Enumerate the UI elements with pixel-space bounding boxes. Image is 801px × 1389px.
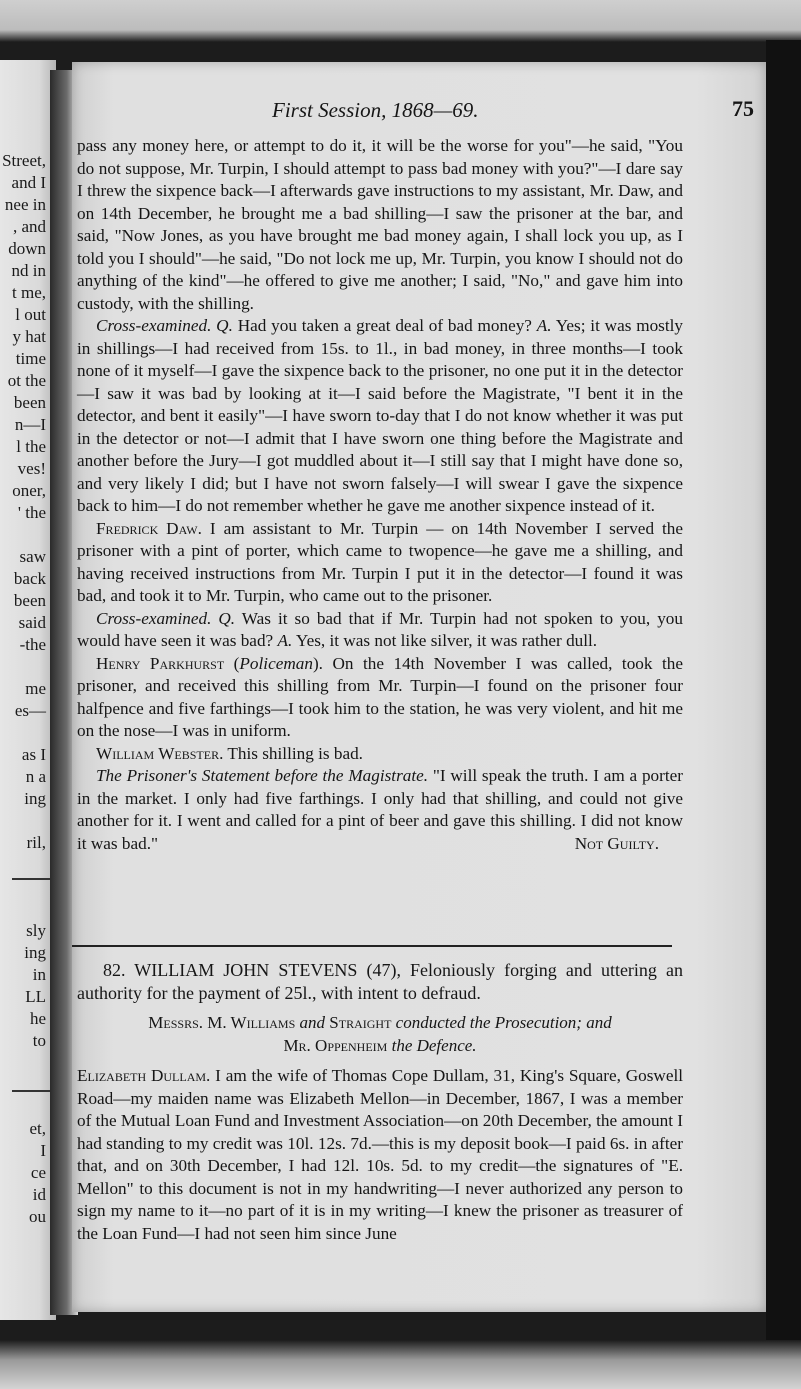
counsel-prosecution-1: Messrs. M. Williams (148, 1013, 296, 1032)
text-run: "I will speak the truth. I am a porter in the market. I only had five farthings. I only had that shilling, and could not give another for it. I went and called for a pint of beer and gave this shilling. I did not know it was bad." (77, 766, 683, 853)
running-head: First Session, 1868—69. (272, 98, 479, 122)
paragraph (77, 765, 683, 855)
facing-page-fragment: ot the (7, 371, 46, 390)
facing-page-fragment: been (13, 591, 46, 610)
italic-text: Cross-examined. Q. (96, 316, 233, 335)
facing-page-fragment: saw (19, 547, 46, 566)
facing-page-fragment: n a (25, 767, 46, 786)
text-run: ( (224, 653, 240, 673)
facing-page-fragment: y hat (12, 327, 46, 346)
italic-text: A. (536, 316, 552, 335)
case-82 (77, 959, 683, 1245)
text-run: ). On the 14th November I was called, took the prisoner, and received this shilling from Mr. Turpin—I found on the prisoner four halfpence and five farthings—I took him to the station, he was very violent, and hit me on the nose—I was in uniform. (77, 653, 683, 740)
facing-page-fragment: , and (12, 217, 46, 236)
facing-page-fragment: in (32, 965, 46, 984)
facing-page-fragment: ing (24, 943, 46, 962)
paragraph (77, 315, 683, 518)
text-run: Had you taken a great deal of bad money? (232, 316, 537, 335)
italic-text: The Prisoner's Statement before the Magistrate. (96, 766, 429, 785)
facing-page-fragment: LL (25, 987, 46, 1006)
facing-page-fragment: t me, (12, 283, 46, 302)
counsel-conj: and (295, 1013, 330, 1032)
facing-page-fragment: back (13, 569, 46, 588)
facing-page-fragment: id (32, 1185, 46, 1204)
facing-page-fragment: ril, (26, 833, 46, 852)
italic-text: Policeman (239, 653, 313, 673)
paragraph (77, 518, 683, 608)
case-title: 82. WILLIAM JOHN STEVENS (47), Feloniously forging and uttering an authority for the payment of 25l., with intent to defraud. (77, 960, 683, 1003)
case-divider (72, 945, 672, 947)
paragraph (77, 608, 683, 653)
facing-page-fragment: l out (15, 305, 46, 324)
facing-page-fragment: as I (21, 745, 46, 764)
facing-page-fragment: nee in (4, 195, 46, 214)
facing-page-fragment: et, (29, 1119, 46, 1138)
text-run: pass any money here, or attempt to do it, it will be the worse for you"—he said, "You do not suppose, Mr. Turpin, I should attempt to pass bad money with you?"—I dare say I threw the sixpence back—I afterwards gave instructions to my assistant, Mr. Daw, and on 14th December, he brought me a bad shilling—I saw the prisoner at the bar, and said, "Now Jones, as you have brought me bad money again, I shall lock you up, as I told you I should"—he said, "Do not lock me up, Mr. Turpin, you know I should not do anything of the kind"—he offered to give me another; I said, "No," and gave him into custody, with the shilling. (77, 136, 683, 313)
witness-statement: I am the wife of Thomas Cope Dullam, 31, King's Square, Goswell Road—my maiden name was Elizabeth Mellon—in December, 1867, I was a member of the Mutual Loan Fund and Investment Association—on 20th December, the amount I had standing to my credit was 10l. 12s. 7d.—this is my deposit book—I paid 6s. in after that, and on 30th December, I had 12l. 10s. 5d. to my credit—the signatures of "E. Mellon" to this document is not in my handwriting—I never authorized any person to sign my name to it—no part of it is in my writing—I knew the prisoner as treasurer of the Loan Fund—I had not seen him since June (77, 1066, 684, 1243)
witness-name: Henry Parkhurst (96, 653, 225, 673)
counsel-prosecution-text: conducted the Prosecution; and (391, 1013, 612, 1032)
facing-page-fragment: -the (19, 635, 46, 654)
case-testimony (77, 1065, 683, 1245)
facing-page-fragment: he (29, 1009, 46, 1028)
facing-page-fragment: Street, (2, 151, 46, 170)
facing-page-fragment: to (32, 1031, 46, 1050)
scan-edge (766, 40, 801, 1340)
facing-page-fragment: n—I (14, 415, 46, 434)
document-page (72, 62, 766, 1312)
facing-page-edge (0, 60, 56, 1320)
facing-page-rule (12, 1090, 52, 1092)
facing-page-fragment: down (8, 239, 46, 258)
facing-page-fragment: ' the (17, 503, 46, 522)
text-run: I am assistant to Mr. Turpin — on 14th November I served the prisoner with a pint of porter, which came to twopence—he gave me a shilling, and having received instructions from Mr. Turpin I put it in the detector—I found it was bad, and took it to Mr. Turpin, who came out to the prisoner. (77, 518, 683, 605)
counsel-line-2 (77, 1034, 683, 1057)
facing-page-fragment: been (13, 393, 46, 412)
facing-page-fragment: me (25, 679, 46, 698)
facing-page-fragment: I (40, 1141, 46, 1160)
facing-page-fragment: nd in (11, 261, 46, 280)
italic-text: Cross-examined. Q. (96, 608, 236, 628)
facing-page-fragment: and I (11, 173, 46, 192)
facing-page-fragment: ce (30, 1163, 46, 1182)
facing-page-rule (12, 878, 52, 880)
counsel-defence-text: the Defence. (387, 1036, 477, 1055)
paragraph (77, 135, 683, 315)
facing-page-fragment: said (18, 613, 46, 632)
facing-page-fragment: ves! (17, 459, 46, 478)
witness-name: Elizabeth Dullam. (77, 1066, 211, 1085)
text-run: Yes; it was mostly in shillings—I had received from 15s. to 1l., in bad money, in three months—I took none of it myself—I gave the sixpence back to the prisoner, no one put it in the detector—I saw it was bad by looking at it—I said before the Magistrate, "I bent it in the detector, and bent it easily"—I have sworn to-day that I do not know whether it was put in the detector or not—I admit that I have sworn one thing before the Magistrate and another before the Jury—I got muddled about it—I still say that I might have done so, and very likely I did; but I have not sworn falsely—I will swear I gave the sixpence back to him—I do not remember whether he gave me another sixpence instead of it. (77, 316, 683, 515)
text-run: Yes, it was not like silver, it was rather dull. (292, 631, 598, 650)
page-header (72, 94, 766, 124)
facing-page-fragment: sly (26, 921, 46, 940)
text-run: Was it so bad that if Mr. Turpin had not spoken to you, you would have seen it was bad? (77, 608, 683, 650)
counsel-prosecution-2: Straight (329, 1013, 392, 1032)
facing-page-fragment: ou (29, 1207, 46, 1226)
text-run: This shilling is bad. (223, 743, 363, 763)
counsel-line-1 (77, 1011, 683, 1034)
counsel-defence: Mr. Oppenheim (283, 1036, 388, 1055)
paragraph (77, 653, 683, 743)
witness-name: William Webster. (96, 743, 224, 763)
facing-page-fragment: es— (14, 701, 46, 720)
witness-name: Fredrick Daw. (96, 518, 202, 538)
facing-page-fragment: oner, (12, 481, 46, 500)
facing-page-fragment: l the (16, 437, 46, 456)
testimony-text (77, 135, 683, 855)
verdict: Not Guilty. (574, 833, 659, 853)
facing-page-fragment: ing (24, 789, 46, 808)
paragraph (77, 743, 683, 766)
facing-page-fragment: time (15, 349, 46, 368)
page-number: 75 (732, 96, 754, 121)
italic-text: A. (277, 631, 293, 650)
